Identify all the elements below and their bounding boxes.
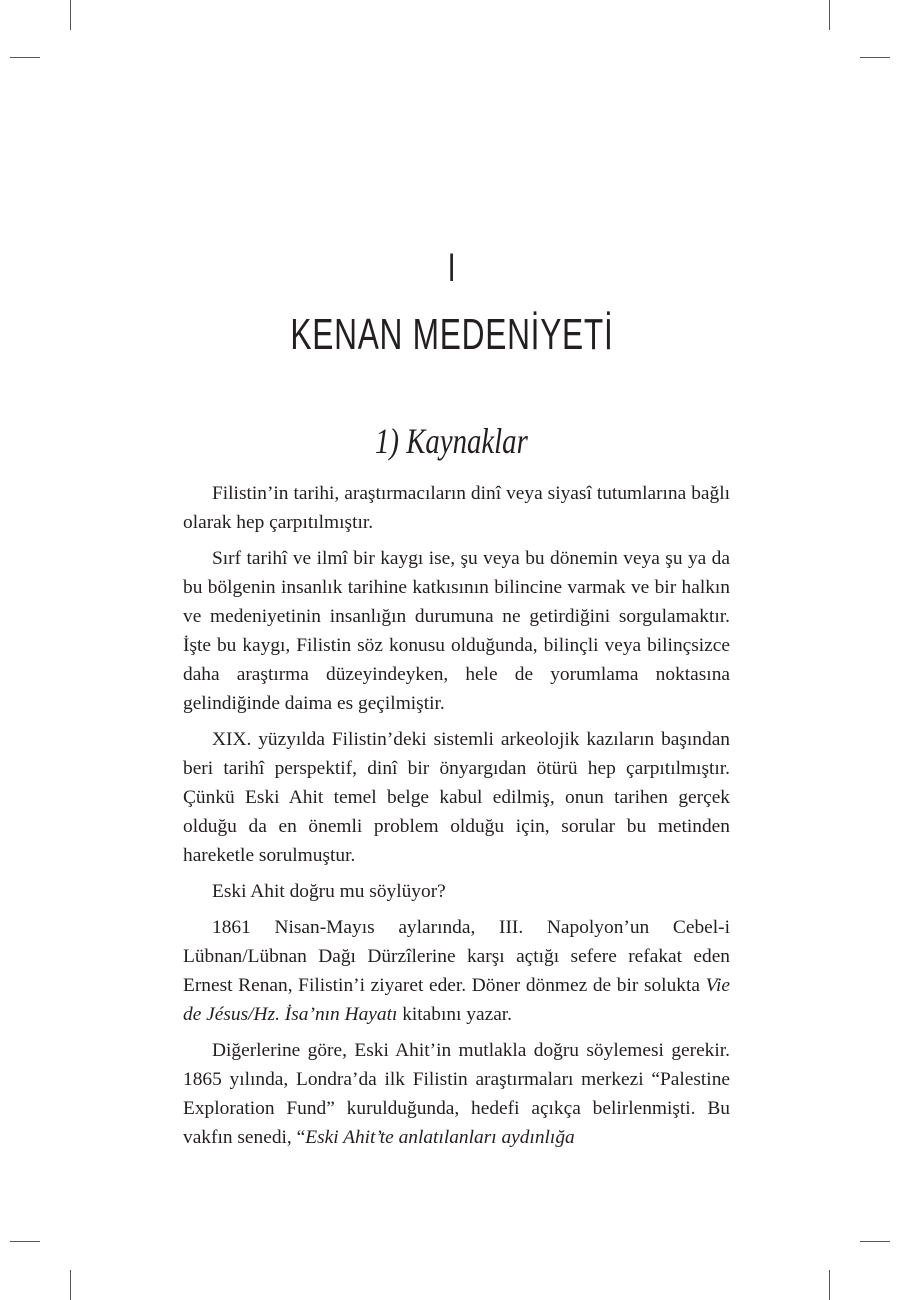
paragraph: Filistin’in tarihi, araştırmacıların dinî veya siyasî tutumlarına bağlı olarak hep çarpıtılmıştır. — [183, 483, 730, 533]
crop-mark-bottom-right — [829, 1270, 830, 1300]
crop-mark-left-bottom — [10, 1241, 40, 1242]
crop-mark-top-left — [70, 0, 71, 30]
paragraph: Eski Ahit doğru mu söylüyor? — [212, 881, 446, 902]
paragraph-text: 1861 Nisan-Mayıs aylarında, III. Napolyon’un Cebel-i Lübnan/Lübnan Dağı Dürzîlerine karşı açtığı sefere refakat eden Ernest Renan, Filistin’i ziyaret eder. Döner dönmez de bir solukta — [183, 917, 730, 996]
crop-mark-top-right — [829, 0, 830, 30]
crop-mark-right-bottom — [860, 1241, 890, 1242]
chapter-title: KENAN MEDENİYETİ — [290, 310, 614, 359]
crop-mark-left-top — [10, 57, 40, 58]
paragraph — [183, 913, 730, 1029]
paragraph — [183, 1036, 730, 1152]
quotation: Eski Ahit’te anlatılanları aydınlığa — [305, 1127, 575, 1148]
crop-mark-bottom-left — [70, 1270, 71, 1300]
crop-mark-right-top — [860, 57, 890, 58]
paragraph-text: kitabını yazar. — [397, 1004, 513, 1025]
chapter-number: I — [447, 246, 457, 290]
body-text — [183, 479, 730, 1152]
paragraph-text: Diğerlerine göre, Eski Ahit’in mutlakla doğru söylemesi gerekir. 1865 yılında, Londra’da ilk Filistin araştırmaları merkezi “Palestine Exploration Fund” kurulduğunda, hedefi açıkça belirlenmişti. Bu vakfın senedi, “ — [183, 1040, 730, 1148]
section-title: 1) Kaynaklar — [375, 421, 528, 461]
paragraph: XIX. yüzyılda Filistin’deki sistemli arkeolojik kazıların başından beri tarihî perspektif, dinî bir önyargıdan ötürü hep çarpıtılmıştır. Çünkü Eski Ahit temel belge kabul edilmiş, onun tarihen gerçek olduğu da en önemli problem olduğu için, sorular bu metinden hareketle sorulmuştur. — [183, 729, 730, 866]
book-title: Vie de Jésus/Hz. İsa’nın Hayatı — [183, 975, 730, 1025]
paragraph: Sırf tarihî ve ilmî bir kaygı ise, şu veya bu dönemin veya şu ya da bu bölgenin insanlık tarihine katkısının bilincine varmak ve bir halkın ve medeniyetinin insanlığın durumuna ne getirdiğini sorgulamaktır. İşte bu kaygı, Filistin söz konusu olduğunda, bilinçli veya bilinçsizce daha araştırma düzeyindeyken, hele de yorumlama noktasına gelindiğinde daima es geçilmiştir. — [183, 548, 730, 714]
